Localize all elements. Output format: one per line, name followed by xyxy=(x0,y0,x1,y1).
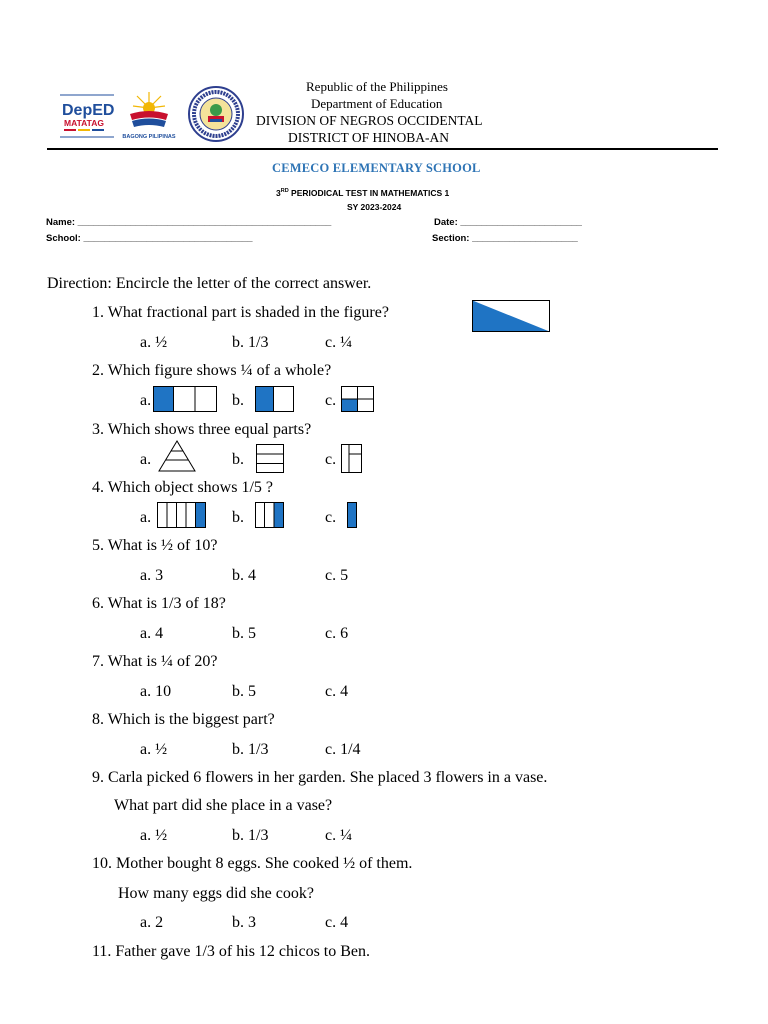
test-ordinal-suffix: RD xyxy=(280,188,289,195)
q7-option-b[interactable]: b. 5 xyxy=(232,683,256,700)
q2-figure-b xyxy=(255,386,295,417)
question-11: 11. Father gave 1/3 of his 12 chicos to Ben. xyxy=(92,943,371,960)
bagong-pilipinas-logo xyxy=(120,88,178,144)
q3-figure-b xyxy=(256,444,285,479)
q4-figure-c xyxy=(347,502,358,534)
q7-option-a[interactable]: a. 10 xyxy=(140,683,172,700)
q9-option-a[interactable]: a. ½ xyxy=(140,827,168,844)
q1-option-a[interactable]: a. ½ xyxy=(140,334,168,351)
q4-option-c[interactable]: c. xyxy=(325,509,337,526)
q4-option-a[interactable]: a. xyxy=(140,509,152,526)
q3-option-b[interactable]: b. xyxy=(232,451,244,468)
test-title-rest: PERIODICAL TEST IN MATHEMATICS 1 xyxy=(288,188,450,198)
question-6: 6. What is 1/3 of 18? xyxy=(92,595,226,612)
q9-option-b[interactable]: b. 1/3 xyxy=(232,827,269,844)
q2-figure-a xyxy=(153,386,217,417)
q3-figure-c xyxy=(341,444,363,479)
q10-option-b[interactable]: b. 3 xyxy=(232,914,256,931)
q2-option-a[interactable]: a. xyxy=(140,392,152,409)
q5-option-b[interactable]: b. 4 xyxy=(232,567,256,584)
deped-logo-text: DepED xyxy=(62,102,115,119)
q8-option-c[interactable]: c. 1/4 xyxy=(325,741,361,758)
question-5: 5. What is ½ of 10? xyxy=(92,537,218,554)
question-7: 7. What is ¼ of 20? xyxy=(92,653,218,670)
question-4: 4. Which object shows 1/5 ? xyxy=(92,479,274,496)
q8-option-a[interactable]: a. ½ xyxy=(140,741,168,758)
q10-option-a[interactable]: a. 2 xyxy=(140,914,164,931)
q6-option-c[interactable]: c. 6 xyxy=(325,625,349,642)
header-department: Department of Education xyxy=(311,96,443,111)
question-3: 3. Which shows three equal parts? xyxy=(92,421,312,438)
school-name: CEMECO ELEMENTARY SCHOOL xyxy=(272,161,481,175)
q5-option-a[interactable]: a. 3 xyxy=(140,567,164,584)
q2-figure-c xyxy=(341,386,375,417)
q10-option-c[interactable]: c. 4 xyxy=(325,914,349,931)
question-9: 9. Carla picked 6 flowers in her garden. She placed 3 flowers in a vase. xyxy=(92,769,548,786)
q5-option-c[interactable]: c. 5 xyxy=(325,567,349,584)
test-title xyxy=(276,188,449,198)
question-9-line-2: What part did she place in a vase? xyxy=(114,797,333,814)
question-2: 2. Which figure shows ¼ of a whole? xyxy=(92,362,332,379)
question-10: 10. Mother bought 8 eggs. She cooked ½ of them. xyxy=(92,855,413,872)
school-field[interactable]: School: ________________________________ xyxy=(46,233,253,244)
q3-option-a[interactable]: a. xyxy=(140,451,152,468)
q1-option-c[interactable]: c. ¼ xyxy=(325,334,353,351)
direction-text: Direction: Encircle the letter of the correct answer. xyxy=(47,275,372,292)
header-district: DISTRICT OF HINOBA-AN xyxy=(288,130,450,145)
section-field[interactable]: Section: ____________________ xyxy=(432,233,578,244)
header-divider xyxy=(47,148,718,150)
question-1: 1. What fractional part is shaded in the figure? xyxy=(92,304,389,321)
q4-figure-a xyxy=(157,502,207,534)
q3-figure-a-triangle xyxy=(158,440,196,477)
q1-option-b[interactable]: b. 1/3 xyxy=(232,334,269,351)
deped-matatag-logo xyxy=(58,93,116,141)
question-10-line-2: How many eggs did she cook? xyxy=(118,885,314,902)
q6-option-b[interactable]: b. 5 xyxy=(232,625,256,642)
header-republic: Republic of the Philippines xyxy=(306,79,448,94)
q1-figure xyxy=(472,300,550,337)
q8-option-b[interactable]: b. 1/3 xyxy=(232,741,269,758)
question-8: 8. Which is the biggest part? xyxy=(92,711,275,728)
header-division: DIVISION OF NEGROS OCCIDENTAL xyxy=(256,113,483,128)
q2-option-b[interactable]: b. xyxy=(232,392,244,409)
q4-figure-b xyxy=(255,502,285,534)
q7-option-c[interactable]: c. 4 xyxy=(325,683,349,700)
test-ordinal: 3 xyxy=(276,188,281,198)
matatag-logo-text: MATATAG xyxy=(64,118,104,128)
q4-option-b[interactable]: b. xyxy=(232,509,244,526)
school-year: SY 2023-2024 xyxy=(347,202,402,212)
bagong-pilipinas-text: BAGONG PILIPINAS xyxy=(122,134,176,140)
q2-option-c[interactable]: c. xyxy=(325,392,337,409)
name-field[interactable]: Name: ________________________________________________ xyxy=(46,217,332,228)
date-field[interactable]: Date: _______________________ xyxy=(434,217,582,228)
q6-option-a[interactable]: a. 4 xyxy=(140,625,164,642)
q3-option-c[interactable]: c. xyxy=(325,451,337,468)
school-seal-logo xyxy=(188,86,244,142)
q9-option-c[interactable]: c. ¼ xyxy=(325,827,353,844)
